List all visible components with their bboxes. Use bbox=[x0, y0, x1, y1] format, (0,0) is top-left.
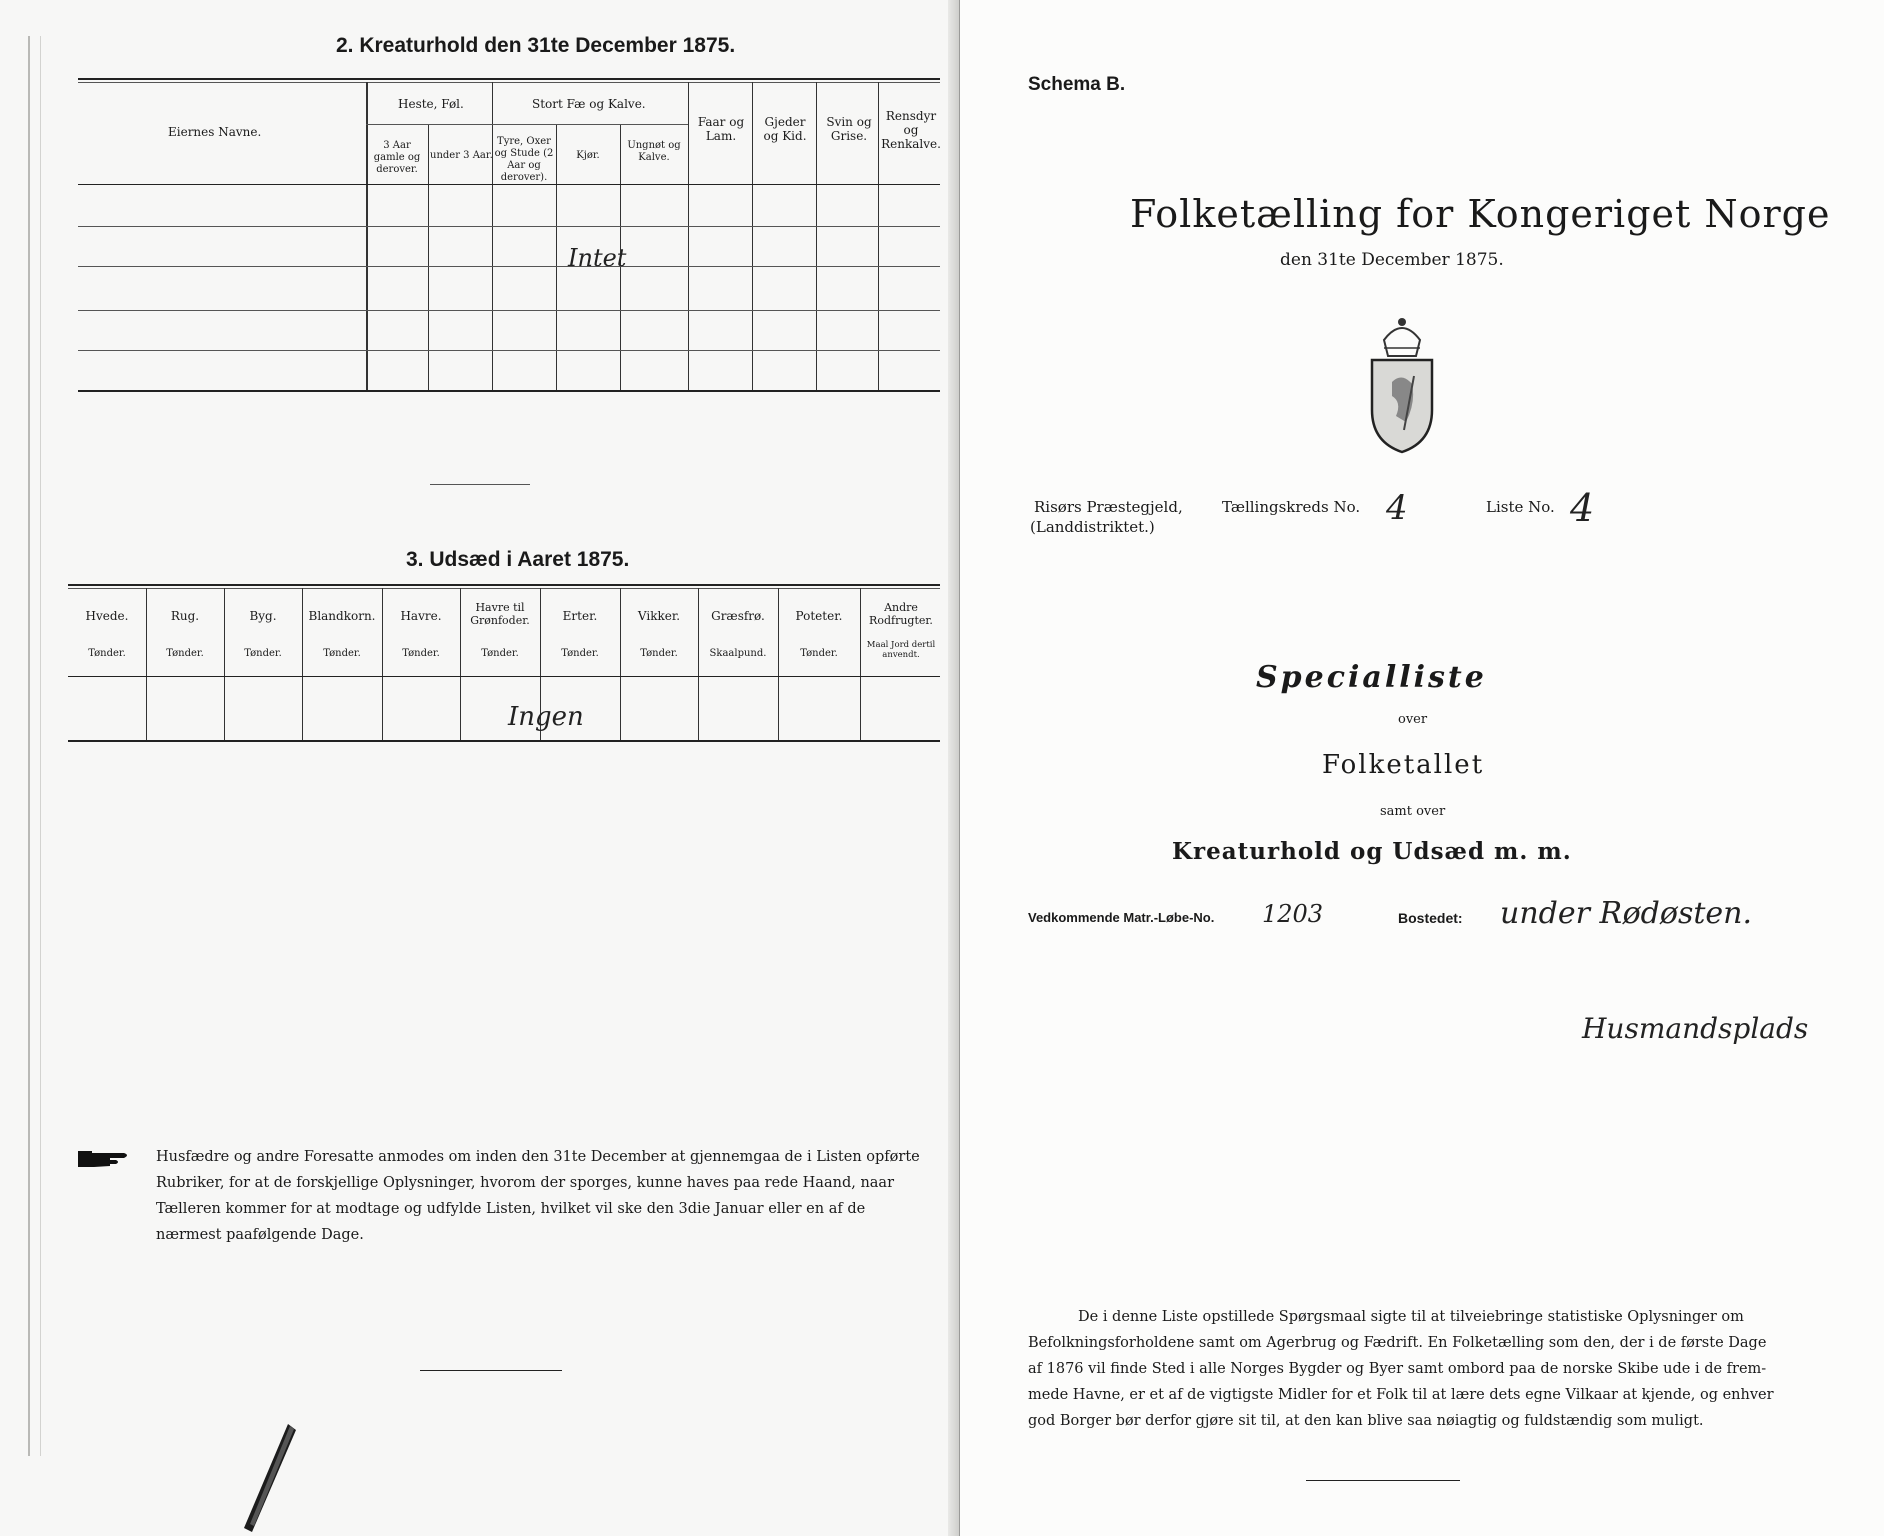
notice-line: nærmest paafølgende Dage. bbox=[156, 1227, 364, 1243]
group-heste: Heste, Føl. bbox=[398, 97, 464, 111]
district-label: (Landdistriktet.) bbox=[1030, 518, 1155, 536]
page-title: Folketælling for Kongeriget Norge bbox=[1130, 192, 1831, 236]
footer-line: mede Havne, er et af de vigtigste Midler for et Folk til at lære dets egne Vilkaar at kjende, og enhver bbox=[1028, 1387, 1774, 1403]
pen-icon bbox=[240, 1420, 300, 1536]
s2-row bbox=[78, 226, 940, 227]
over-label: over bbox=[1398, 712, 1428, 727]
group-underline bbox=[366, 124, 688, 125]
taellingskreds-value: 4 bbox=[1386, 488, 1408, 528]
s2-col-sep bbox=[752, 82, 753, 390]
s3-col-sep bbox=[620, 588, 621, 740]
section3-heading: 3. Udsæd i Aaret 1875. bbox=[406, 548, 630, 571]
s3-col-name: Havre. bbox=[400, 609, 442, 623]
col-gjeder: Gjeder og Kid. bbox=[763, 115, 807, 143]
s3-col-unit: Tønder. bbox=[800, 648, 838, 659]
s3-col-unit: Tønder. bbox=[244, 648, 282, 659]
s3-col-name: Hvede. bbox=[85, 609, 129, 623]
s3-col-unit: Tønder. bbox=[323, 648, 361, 659]
notice-line: Tælleren kommer for at modtage og udfylde Listen, hvilket vil ske den 3die Januar eller en af de bbox=[156, 1201, 866, 1217]
schema-label: Schema B. bbox=[1028, 74, 1126, 95]
liste-value: 4 bbox=[1570, 486, 1595, 530]
coat-of-arms-icon bbox=[1362, 312, 1442, 458]
s3-col-sep bbox=[382, 588, 383, 740]
s3-col-sep bbox=[778, 588, 779, 740]
separator bbox=[1306, 1480, 1460, 1481]
samt-over-label: samt over bbox=[1380, 804, 1446, 819]
s3-col-sep bbox=[224, 588, 225, 740]
s3-col-name: Poteter. bbox=[795, 609, 843, 623]
s3-col-name: Byg. bbox=[249, 609, 277, 623]
s3-col-unit: Skaalpund. bbox=[709, 648, 767, 659]
s3-bottom bbox=[68, 740, 940, 742]
s3-col-name: Erter. bbox=[562, 609, 598, 623]
col-faar: Faar og Lam. bbox=[697, 115, 745, 143]
s3-col-unit: Tønder. bbox=[640, 648, 678, 659]
col-kjor: Kjør. bbox=[576, 150, 600, 161]
s2-row bbox=[78, 350, 940, 351]
s3-col-unit: Tønder. bbox=[402, 648, 440, 659]
col-tyre: Tyre, Oxer og Stude (2 Aar og derover). bbox=[494, 136, 554, 183]
footer-line: Befolkningsforholdene samt om Agerbrug og Fædrift. En Folketælling som den, der i de første Dage bbox=[1028, 1335, 1767, 1351]
notice-line: Rubriker, for at de forskjellige Oplysninger, hvorom der sporges, kunne haves paa rede Haand, naar bbox=[156, 1175, 894, 1191]
s3-col-unit: Tønder. bbox=[481, 648, 519, 659]
s3-col-unit: Tønder. bbox=[88, 648, 126, 659]
s3-col-name: Rug. bbox=[170, 609, 200, 623]
kreaturhold-heading: Kreaturhold og Udsæd m. m. bbox=[1172, 838, 1572, 865]
s3-col-sep bbox=[302, 588, 303, 740]
s3-col-sep bbox=[460, 588, 461, 740]
parish-label: Risørs Præstegjeld, bbox=[1034, 498, 1183, 516]
col-rensdyr: Rensdyr og Renkalve. bbox=[881, 109, 941, 151]
group-stort-fae: Stort Fæ og Kalve. bbox=[532, 97, 646, 111]
bosted-value: under Rødøsten. bbox=[1500, 896, 1753, 931]
separator bbox=[430, 484, 530, 485]
s3-col-unit: Tønder. bbox=[561, 648, 599, 659]
s3-col-name: Græsfrø. bbox=[711, 609, 765, 623]
s2-col-sep bbox=[492, 82, 493, 390]
husmand-note: Husmandsplads bbox=[1582, 1012, 1809, 1045]
folketallet-heading: Folketallet bbox=[1322, 750, 1485, 780]
footer-line: af 1876 vil finde Sted i alle Norges Bygder og Byer samt ombord paa de norske Skibe ude i de frem- bbox=[1028, 1361, 1767, 1377]
page-stack-edge bbox=[28, 36, 41, 1456]
matr-label: Vedkommende Matr.-Løbe-No. bbox=[1028, 910, 1215, 925]
section2-heading: 2. Kreaturhold den 31te December 1875. bbox=[336, 34, 736, 57]
s3-col-sep bbox=[146, 588, 147, 740]
footer-line: god Borger bør derfor gjøre sit til, at den kan blive saa nøiagtig og fuldstændig som muligt. bbox=[1028, 1413, 1704, 1429]
s3-col-sep bbox=[698, 588, 699, 740]
s2-col-sep bbox=[878, 82, 879, 390]
s3-col-sep bbox=[860, 588, 861, 740]
s3-top-rule bbox=[68, 584, 940, 586]
specialliste-heading: Specialliste bbox=[1256, 660, 1487, 695]
s3-col-name: Andre Rodfrugter. bbox=[869, 601, 933, 627]
s2-row bbox=[78, 266, 940, 267]
s3-col-unit: Tønder. bbox=[166, 648, 204, 659]
footer-line: De i denne Liste opstillede Spørgsmaal sigte til at tilveiebringe statistiske Oplysninger om bbox=[1078, 1309, 1744, 1325]
right-page bbox=[960, 0, 1884, 1536]
s2-bottom bbox=[78, 390, 940, 392]
s3-col-name: Havre til Grønfoder. bbox=[470, 601, 530, 627]
bosted-label: Bostedet: bbox=[1398, 910, 1463, 926]
s2-col-sep bbox=[688, 82, 689, 390]
separator bbox=[420, 1370, 562, 1371]
liste-label: Liste No. bbox=[1486, 498, 1555, 516]
matr-value: 1203 bbox=[1262, 900, 1324, 928]
s2-col-sep bbox=[366, 82, 368, 390]
s3-col-name: Blandkorn. bbox=[308, 609, 376, 623]
s2-header-bottom bbox=[78, 184, 940, 185]
col-svin: Svin og Grise. bbox=[826, 115, 872, 143]
s2-row bbox=[78, 310, 940, 311]
s3-col-name: Vikker. bbox=[637, 609, 681, 623]
taellingskreds-label: Tællingskreds No. bbox=[1222, 498, 1361, 516]
handwritten-intet: Intet bbox=[568, 244, 627, 272]
date-line: den 31te December 1875. bbox=[1280, 250, 1504, 270]
s2-top-rule bbox=[78, 78, 940, 80]
col-ungnot: Ungnøt og Kalve. bbox=[627, 140, 681, 163]
s2-col-sep bbox=[816, 82, 817, 390]
owner-col-header: Eiernes Navne. bbox=[168, 125, 262, 139]
s3-header-bottom bbox=[68, 676, 940, 677]
s2-top-rule2 bbox=[78, 82, 940, 83]
s3-col-unit: Maal Jord dertil anvendt. bbox=[866, 640, 936, 661]
handwritten-ingen: Ingen bbox=[508, 702, 584, 732]
notice-line: Husfædre og andre Foresatte anmodes om inden den 31te December at gjennemgaa de i Listen opførte bbox=[156, 1149, 920, 1165]
s3-top-rule2 bbox=[68, 588, 940, 589]
pointing-hand-icon bbox=[78, 1148, 132, 1170]
col-3aar: 3 Aar gamle og derover. bbox=[373, 140, 421, 175]
col-under3: under 3 Aar. bbox=[430, 150, 493, 161]
